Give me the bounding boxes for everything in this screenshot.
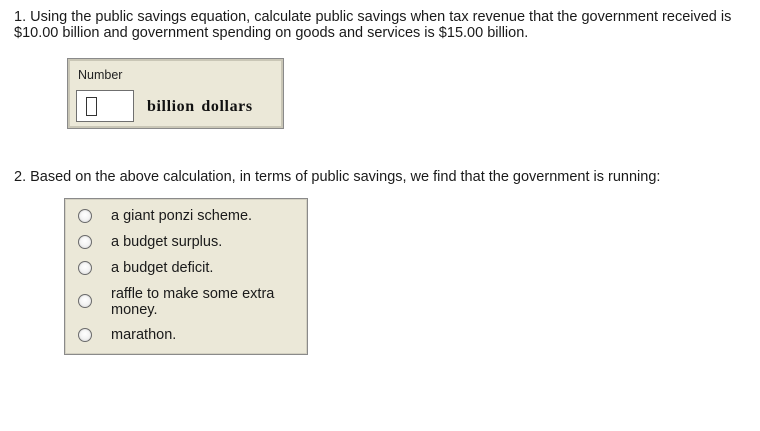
text-cursor-icon [86,97,97,116]
unit-label: billion dollars [147,98,253,115]
radio-button[interactable] [78,235,92,249]
radio-button[interactable] [78,209,92,223]
option-label: marathon. [111,327,177,343]
question-2-text: 2. Based on the above calculation, in terms of public savings, we find that the government is running: [14,169,661,185]
option-label: a budget deficit. [111,260,214,276]
radio-button[interactable] [78,294,92,308]
radio-button[interactable] [78,261,92,275]
option-label: a giant ponzi scheme. [111,208,253,224]
radio-button[interactable] [78,328,92,342]
number-answer-box [67,58,284,129]
options-box [64,198,308,355]
question-1-text: 1. Using the public savings equation, calculate public savings when tax revenue that the government received is $10.00 billion and government spending on goods and services is $15.00 billion. [14,9,732,41]
option-label: a budget surplus. [111,234,223,250]
number-label: Number [78,68,123,82]
option-label: raffle to make some extra money. [111,286,275,318]
number-input[interactable] [76,90,134,122]
